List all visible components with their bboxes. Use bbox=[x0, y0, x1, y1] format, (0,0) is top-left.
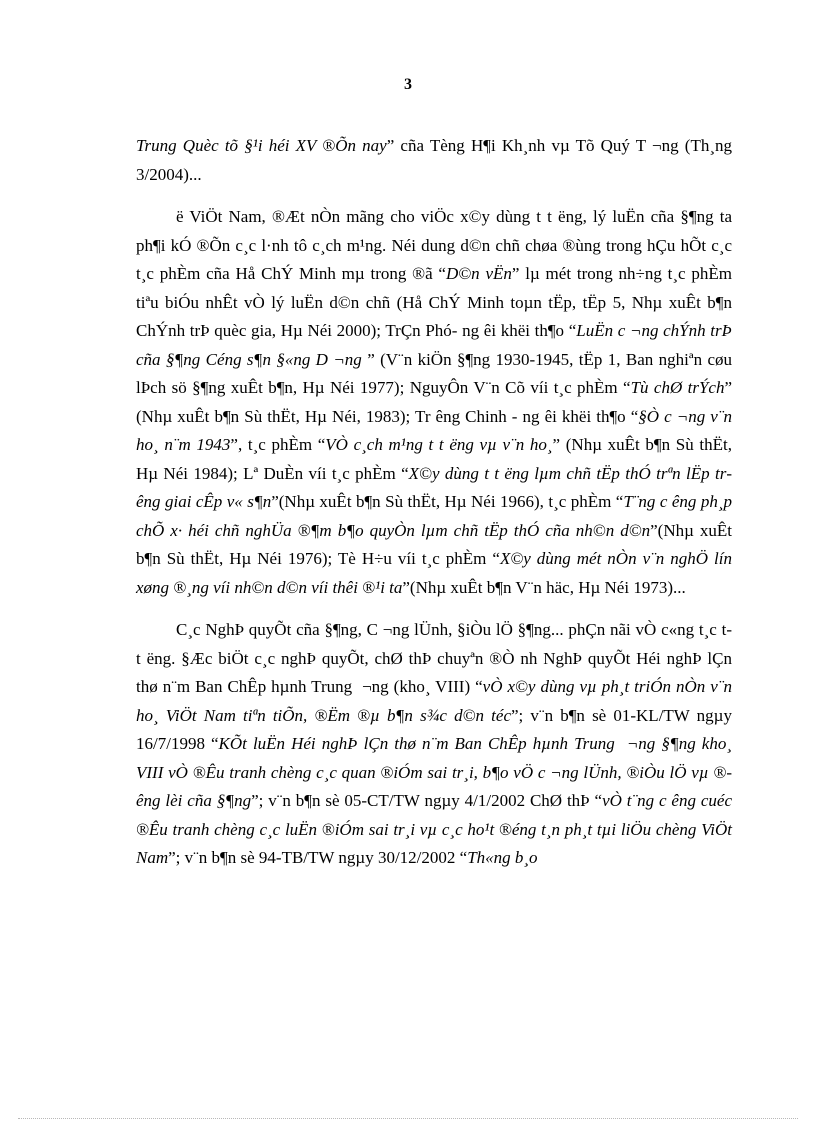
italic-title-text: X©y dùng t t ëng lµm chñ tËp thÓ trªn lËp tr êng giai cÊp v« s¶n bbox=[136, 463, 733, 511]
italic-title-text: T¨ng c êng ph¸p chÕ x· héi chñ nghÜa ®¶m b¶o quyÒn lµm chñ tËp thÓ cña nh©n d©n bbox=[136, 492, 732, 540]
italic-title-text: LuËn c ¬ng chÝnh trÞ cña §¶ng Céng s¶n §«ng D ¬ng bbox=[136, 321, 732, 369]
italic-title-text: D©n vËn bbox=[445, 264, 512, 283]
italic-title-text: Th«ng b¸o bbox=[467, 848, 538, 867]
paragraph-text: ”(Nhµ xuÊt b¶n Sù thËt, Hµ Néi 1976); Tè H÷u víi t¸c phÈm “ bbox=[136, 520, 732, 568]
paragraph-text: ” cña Tèng H¶i Kh¸nh vµ Tõ Quý T ¬ng (Th¸ng 3/2004)... bbox=[136, 136, 732, 184]
paragraph-text: ” (Nhµ xuÊt b¶n Sù thËt, Hµ Néi 1984); Lª DuÈn víi t¸c phÈm “ bbox=[136, 435, 732, 483]
page-bottom-divider bbox=[18, 1118, 798, 1119]
italic-title-text: Trung Quèc tõ §¹i héi XV ®Õn nay bbox=[136, 136, 387, 155]
paragraph-text: ”, t¸c phÈm “ bbox=[230, 435, 326, 454]
paragraph-text: C¸c NghÞ quyÕt cña §¶ng, C ¬ng lÜnh, §iÒu lÖ §¶ng... phÇn nãi vÒ c«ng t¸c t t ëng. §Æc biÖt c¸c nghÞ quyÕt, chØ thÞ chuyªn ®Ò nh NghÞ quyÕt Héi nghÞ lÇn thø n¨m Ban ChÊp hµnh Trung ¬ng (kho¸ VIII) “ bbox=[136, 620, 732, 696]
paragraph-text: ”; v¨n b¶n sè 05-CT/TW ngµy 4/1/2002 ChØ thÞ “ bbox=[251, 791, 603, 810]
body-text bbox=[136, 132, 732, 873]
paragraph-3 bbox=[136, 616, 732, 873]
paragraph-text: ”(Nhµ xuÊt b¶n V¨n häc, Hµ Néi 1973)... bbox=[402, 577, 686, 597]
paragraph-1 bbox=[136, 132, 732, 189]
paragraph-text: ” lµ mét trong nh÷ng t¸c phÈm tiªu biÓu nhÊt vÒ lý luËn d©n chñ (Hå ChÝ Minh toµn tËp, tËp 5, Nhµ xuÊt b¶n ChÝnh trÞ quèc gia, Hµ Néi 2000); TrÇn Phó- ng êi khëi th¶o “ bbox=[136, 264, 732, 340]
italic-title-text: VÒ c¸ch m¹ng t t ëng vµ v¨n ho¸ bbox=[325, 435, 553, 454]
italic-title-text: vÒ x©y dùng vµ ph¸t triÓn nÒn v¨n ho¸ ViÖt Nam tiªn tiÕn, ®Ëm ®µ b¶n s¾c d©n téc bbox=[136, 677, 732, 725]
paragraph-text: ”(Nhµ xuÊt b¶n Sù thËt, Hµ Néi 1966), t¸c phÈm “ bbox=[271, 492, 624, 511]
italic-title-text: vÒ t¨ng c êng cuéc ®Êu tranh chèng c¸c luËn ®iÓm sai tr¸i vµ c¸c ho¹t ®éng t¸n ph¸t tµi liÖu chèng ViÖt Nam bbox=[136, 791, 732, 867]
paragraph-text: ” (Nhµ xuÊt b¶n Sù thËt, Hµ Néi, 1983); Tr êng Chinh - ng êi khëi th¶o “ bbox=[136, 378, 732, 426]
paragraph-text: ” (V¨n kiÖn §¶ng 1930-1945, tËp 1, Ban nghiªn cøu lÞch sö §¶ng xuÊt b¶n, Hµ Néi 1977); NguyÔn V¨n Cõ víi t¸c phÈm “ bbox=[136, 349, 732, 397]
paragraph-text: ë ViÖt Nam, ®Æt nÒn mãng cho viÖc x©y dùng t t ëng, lý luËn cña §¶ng ta ph¶i kÓ ®Õn c¸c l·nh tô c¸ch m¹ng. Néi dung d©n chñ chøa ®ùng trong hÇu hÕt c¸c t¸c phÈm cña Hå ChÝ Minh mµ trong ®ã “ bbox=[136, 207, 732, 283]
paragraph-text: ”; v¨n b¶n sè 01-KL/TW ngµy 16/7/1998 “ bbox=[136, 705, 732, 753]
paragraph-text: ”; v¨n b¶n sè 94-TB/TW ngµy 30/12/2002 “ bbox=[168, 848, 468, 867]
paragraph-2 bbox=[136, 203, 732, 602]
italic-title-text: §Ò c ¬ng v¨n ho¸ n¨m 1943 bbox=[136, 406, 732, 454]
italic-title-text: Tù chØ trÝch bbox=[630, 378, 725, 397]
italic-title-text: KÕt luËn Héi nghÞ lÇn thø n¨m Ban ChÊp hµnh Trung ¬ng §¶ng kho¸ VIII vÒ ®Êu tranh chèng c¸c quan ®iÓm sai tr¸i, b¶o vÖ c ¬ng lÜnh, ®iÒu lÖ vµ ® êng lèi cña §¶ng bbox=[136, 734, 732, 810]
italic-title-text: X©y dùng mét nÒn v¨n nghÖ lín xøng ®¸ng víi nh©n d©n víi thêi ®¹i ta bbox=[136, 549, 732, 597]
page-number: 3 bbox=[404, 76, 412, 93]
